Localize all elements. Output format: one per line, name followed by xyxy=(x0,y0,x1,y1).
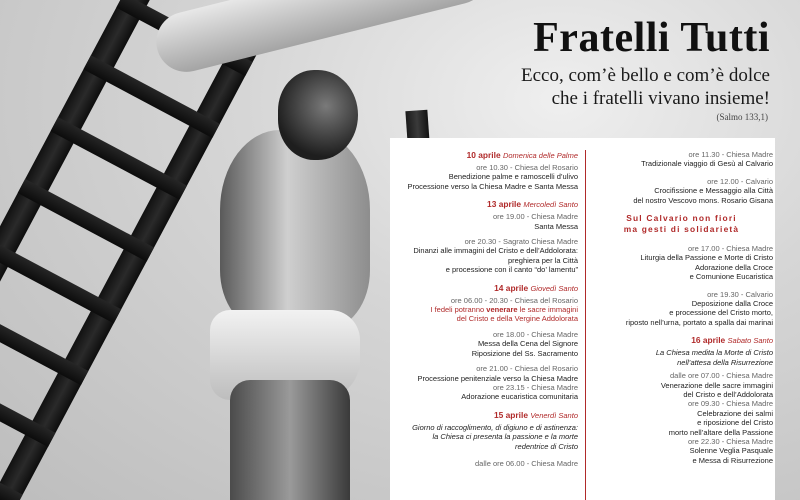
program-column-left xyxy=(390,150,578,476)
event-time: ore 18.00 - Chiesa Madre xyxy=(492,329,578,339)
program-day xyxy=(590,335,773,465)
event-text: preghiera per la Città xyxy=(507,255,578,265)
event-text: Processione verso la Chiesa Madre e Santa Messa xyxy=(407,181,578,191)
event-text: e Messa di Risurrezione xyxy=(692,455,773,465)
event-text: Adorazione eucaristica comunitaria xyxy=(461,392,578,402)
event-text: del nostro Vescovo mons. Rosario Gisana xyxy=(633,195,773,205)
program-day xyxy=(390,410,578,469)
event-text: Tradizionale viaggio di Gesù al Calvario xyxy=(641,159,773,169)
event-text: Crocifissione e Messaggio alla Città xyxy=(654,186,773,196)
event-time: ore 09.30 - Chiesa Madre xyxy=(687,399,773,409)
event-text: e processione del Cristo morto, xyxy=(669,308,773,318)
event-time: ore 21.00 - Chiesa del Rosario xyxy=(476,364,578,374)
event-text-highlight: del Cristo e della Vergine Addolorata xyxy=(456,314,578,324)
event-text: Adorazione della Croce xyxy=(695,262,773,272)
event-time: ore 19.30 - Calvario xyxy=(707,289,773,299)
event-time: ore 06.00 - 20.30 - Chiesa del Rosario xyxy=(450,295,578,305)
event-time: ore 12.00 - Calvario xyxy=(707,176,773,186)
event-time: ore 10.30 - Chiesa del Rosario xyxy=(476,163,578,172)
crucified-figure-image xyxy=(150,20,380,500)
event-time: ore 17.00 - Chiesa Madre xyxy=(687,244,773,254)
program-event xyxy=(590,290,773,328)
event-text: Venerazione delle sacre immagini xyxy=(660,380,773,390)
event-time: ore 22.30 - Chiesa Madre xyxy=(687,436,773,446)
event-text: del Cristo e dell’Addolorata xyxy=(683,389,773,399)
event-time: ore 11.30 - Chiesa Madre xyxy=(688,150,773,159)
event-time: ore 23.15 - Chiesa Madre xyxy=(492,382,578,392)
holy-week-program xyxy=(390,138,775,500)
event-text: Celebrazione dei salmi xyxy=(697,408,773,418)
day-heading: 14 aprile Giovedì Santo xyxy=(494,282,578,293)
quote-line: Ecco, com’è bello e com’è dolce xyxy=(521,65,770,86)
event-text-italic: nell’attesa della Risurrezione xyxy=(677,357,773,367)
program-event xyxy=(590,244,773,282)
solidarity-motto: Sul Calvario non fiori ma gesti di solidarietà xyxy=(623,213,740,235)
day-heading: 10 aprile Domenica delle Palme xyxy=(466,150,578,160)
quote-line: che i fratelli vivano insieme! xyxy=(551,88,770,109)
program-event xyxy=(590,150,773,169)
event-text-highlight: I fedeli potranno venerare le sacre immagini xyxy=(430,305,578,315)
event-text: Liturgia della Passione e Morte di Cristo xyxy=(640,253,773,263)
day-heading: 15 aprile Venerdì Santo xyxy=(493,409,578,420)
event-text: Santa Messa xyxy=(534,221,578,231)
program-column-right xyxy=(590,150,773,473)
program-day xyxy=(390,199,578,274)
event-text: Solenne Veglia Pasquale xyxy=(689,446,773,456)
column-divider xyxy=(585,150,586,500)
program-day xyxy=(390,283,578,402)
day-heading: 16 aprile Sabato Santo xyxy=(691,335,773,346)
event-text-italic: la Chiesa ci presenta la passione e la morte xyxy=(432,432,578,442)
event-time: dalle ore 07.00 - Chiesa Madre xyxy=(670,371,773,381)
day-heading: 13 aprile Mercoledì Santo xyxy=(487,199,578,210)
psalm-quote xyxy=(521,64,770,110)
event-text: Benedizione palme e ramoscelli d’ulivo xyxy=(448,172,578,182)
psalm-reference: (Salmo 133,1) xyxy=(716,112,768,122)
event-text: Dinanzi alle immagini del Cristo e dell’Addolorata: xyxy=(413,246,578,256)
event-text-italic: Giorno di raccoglimento, di digiuno e di astinenza: xyxy=(412,422,578,432)
event-time: dalle ore 06.00 - Chiesa Madre xyxy=(475,458,578,468)
poster-title: Fratelli Tutti xyxy=(533,15,770,61)
event-text: e processione con il canto “do’ lamentu” xyxy=(445,265,578,275)
event-text: e riposizione del Cristo xyxy=(697,418,773,428)
program-day xyxy=(390,150,578,191)
event-text: Processione penitenziale verso la Chiesa Madre xyxy=(417,373,578,383)
event-text: e Comunione Eucaristica xyxy=(689,272,773,282)
event-text-italic: redentrice di Cristo xyxy=(515,441,578,451)
event-text: Messa della Cena del Signore xyxy=(477,339,578,349)
event-text: riposto nell’urna, portato a spalla dai marinai xyxy=(625,317,773,327)
program-event xyxy=(590,177,773,205)
event-time: ore 20.30 - Sagrato Chiesa Madre xyxy=(464,237,578,247)
event-text-italic: La Chiesa medita la Morte di Cristo xyxy=(655,348,773,358)
event-text: morto nell’altare della Passione xyxy=(668,427,773,437)
event-time: ore 19.00 - Chiesa Madre xyxy=(492,212,578,222)
event-text: Riposizione del Ss. Sacramento xyxy=(471,348,578,358)
event-text: Deposizione dalla Croce xyxy=(691,299,773,309)
